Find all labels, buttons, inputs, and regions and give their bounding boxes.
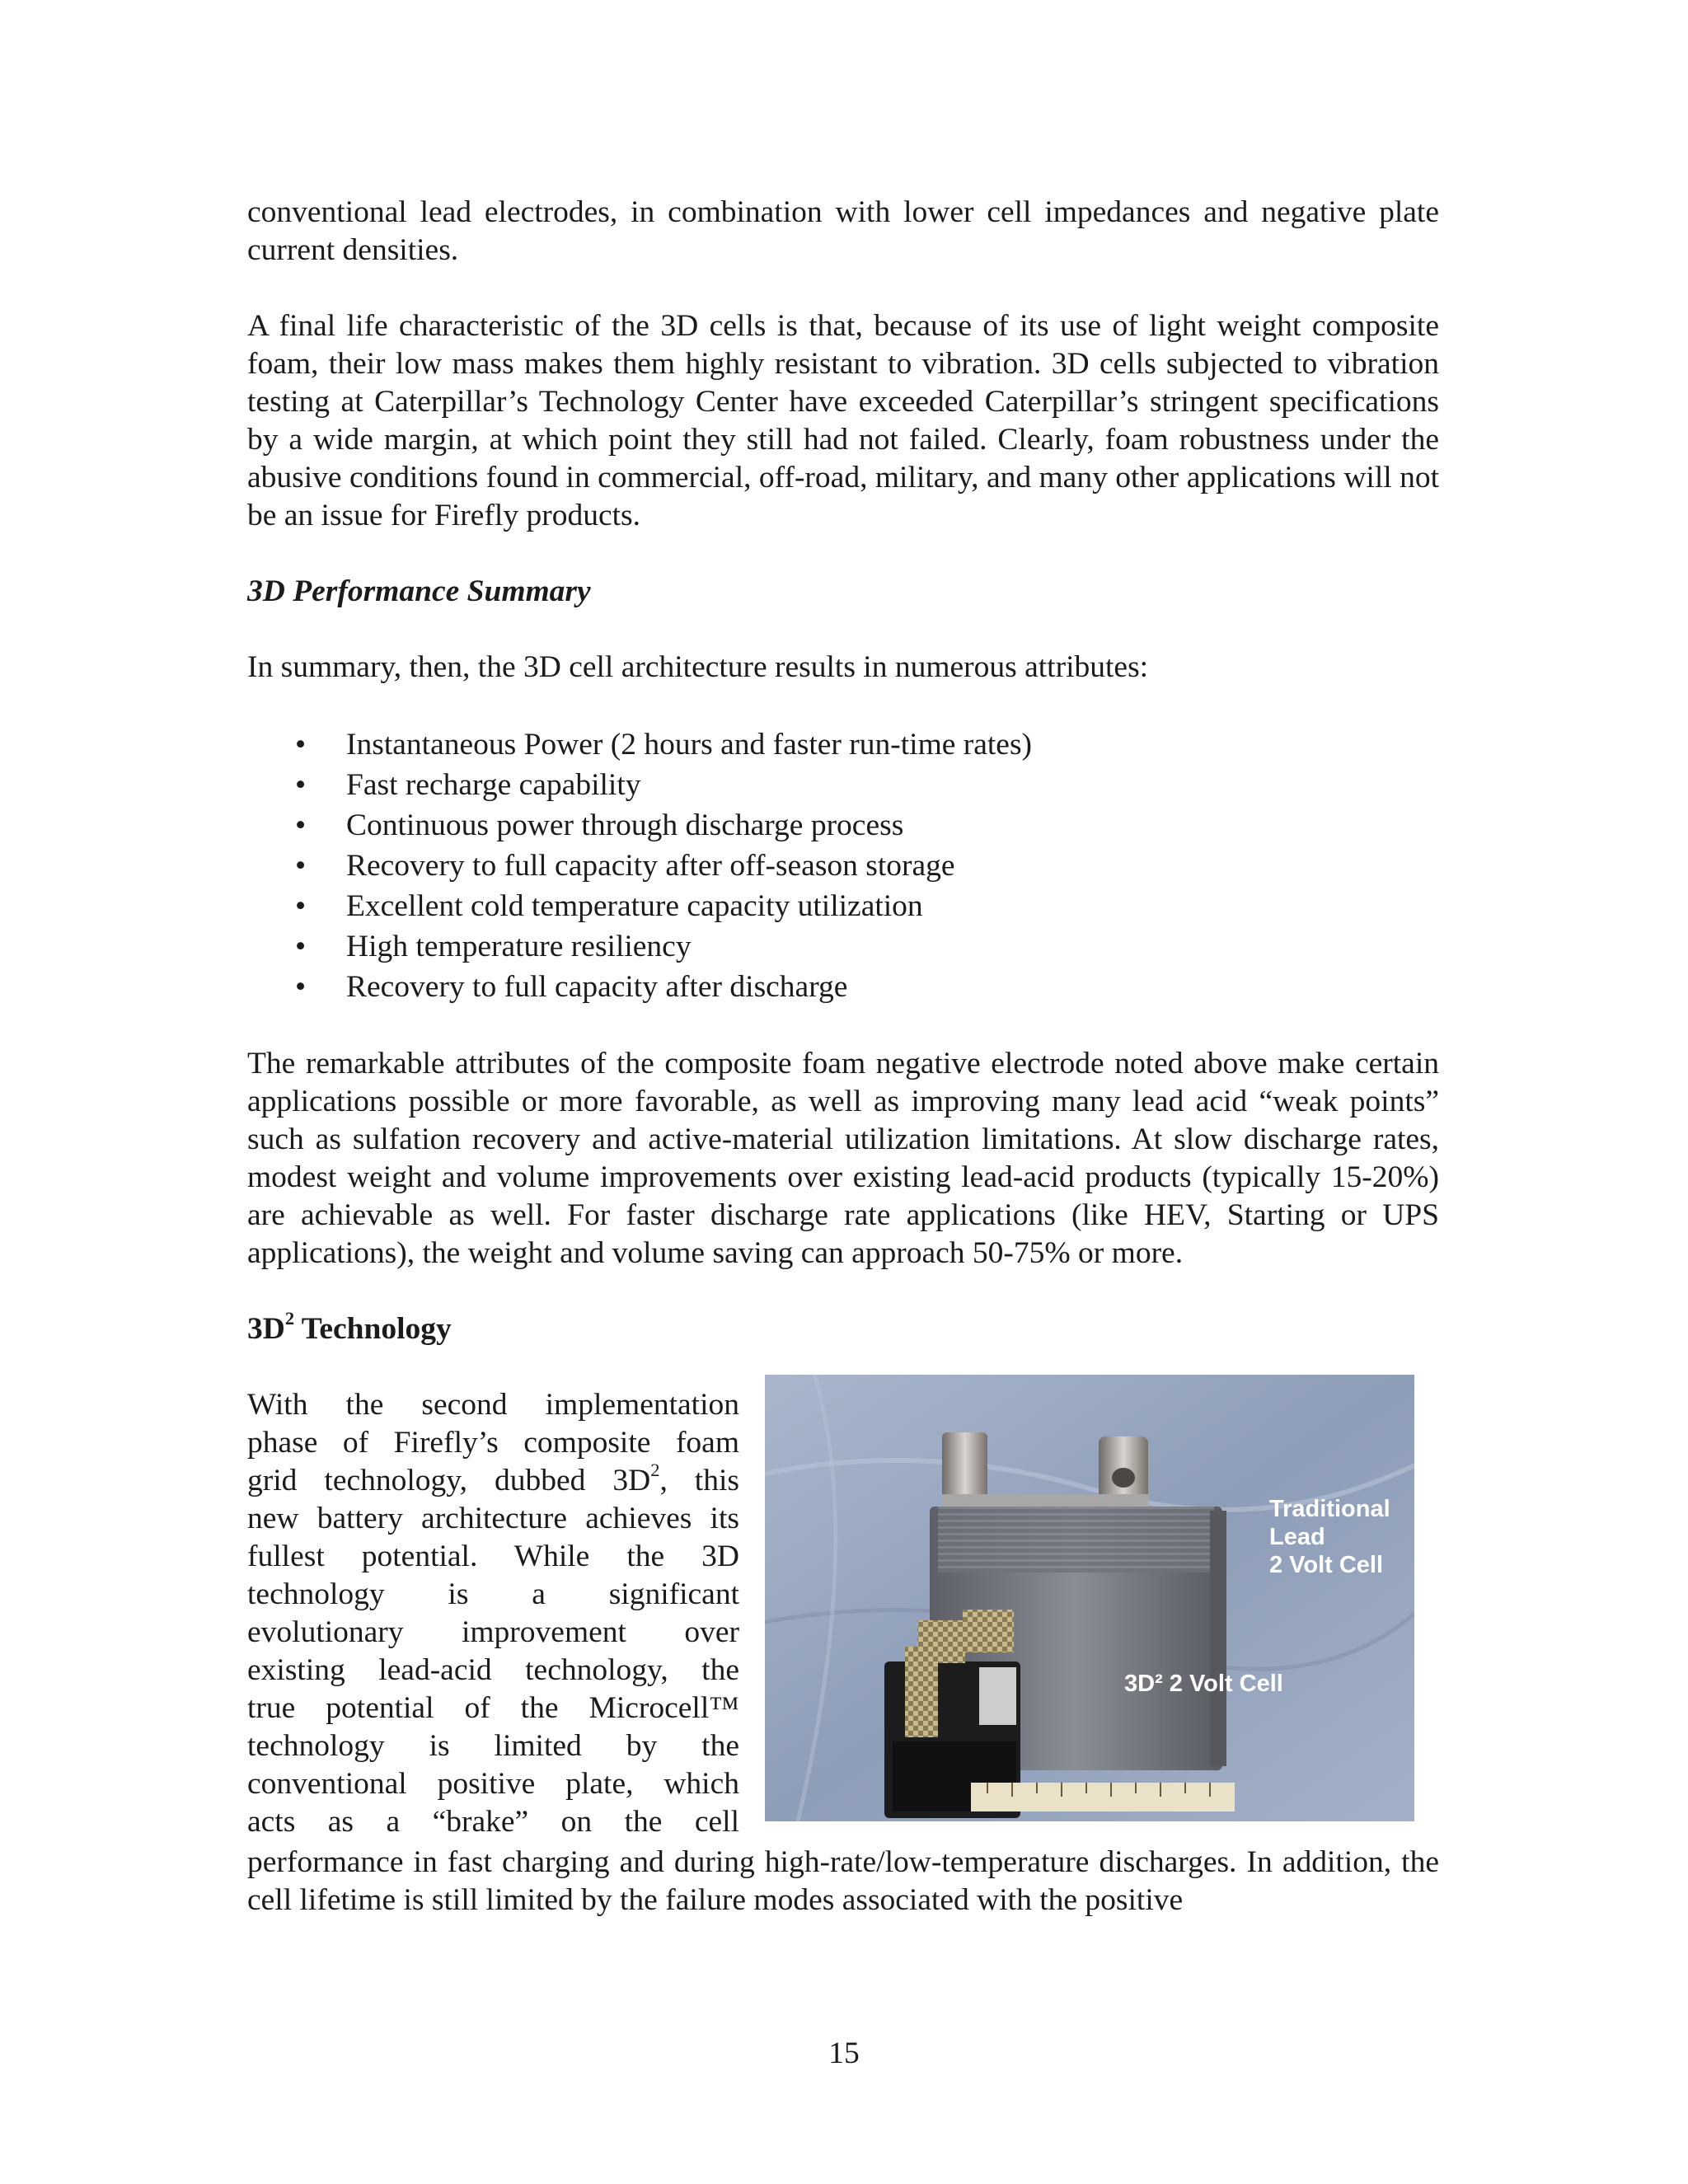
wrap-line: new battery architecture achieves its <box>247 1502 739 1535</box>
wrap-line: conventional positive plate, which <box>247 1767 739 1801</box>
list-item: • High temperature resiliency <box>247 926 1439 967</box>
list-item: • Recovery to full capacity after discharge <box>247 967 1439 1007</box>
wrap-line: true potential of the Microcell™ <box>247 1691 739 1725</box>
wrap-line: acts as a “brake” on the cell <box>247 1805 739 1839</box>
label-traditional-line1: Traditional <box>1269 1496 1390 1522</box>
list-item: • Instantaneous Power (2 hours and faster run-time rates) <box>247 724 1439 765</box>
list-item: • Recovery to full capacity after off-season storage <box>247 846 1439 886</box>
list-item: • Continuous power through discharge process <box>247 805 1439 846</box>
paragraph-continuation-bottom: performance in fast charging and during high-rate/low-temperature discharges. In addition, the cell lifetime is still limited by the failure modes associated with the positive <box>247 1845 1439 1917</box>
page-number: 15 <box>828 2036 860 2070</box>
list-item: • Excellent cold temperature capacity utilization <box>247 886 1439 926</box>
paragraph-continuation: conventional lead electrodes, in combination with lower cell impedances and negative plate current densities. <box>247 195 1439 267</box>
wrap-line: existing lead-acid technology, the <box>247 1653 739 1687</box>
battery-cell-photo <box>765 1375 1414 1821</box>
wrap-line: technology is limited by the <box>247 1729 739 1763</box>
wrap-line: technology is a significant <box>247 1577 739 1611</box>
heading-3d2-technology: $3D^2$ Technology <box>247 1307 452 1346</box>
label-3d2-cell: 3D² 2 Volt Cell <box>1124 1671 1283 1697</box>
list-item: • Fast recharge capability <box>247 765 1439 805</box>
label-traditional-line3: 2 Volt Cell <box>1269 1552 1384 1578</box>
battery-cell-illustration <box>765 1375 1414 1821</box>
paragraph-vibration: A final life characteristic of the 3D cells is that, because of its use of light weight composite foam, their low mass makes them highly resistant to vibration. 3D cells subjected to vibration testing at Caterpillar’s Technology Center have exceeded Caterpillar’s stringent specifications by a wide margin, at which point they still had not failed. Clearly, foam robustness under the abusive conditions found in commercial, off-road, military, and many other applications will not be an issue for Firefly products. <box>247 309 1439 532</box>
paragraph-remarkable-attributes: The remarkable attributes of the composite foam negative electrode noted above make certain applications possible or more favorable, as well as improving many lead acid “weak points” such as sulfation recovery and active-material utilization limitations. At slow discharge rates, modest weight and volume improvements over existing lead-acid products (typically 15-20%) are achievable as well. For faster discharge rate applications (like HEV, Starting or UPS applications), the weight and volume saving can approach 50-75% or more. <box>247 1047 1439 1270</box>
wrap-line: evolutionary improvement over <box>247 1615 739 1649</box>
page-content <box>247 194 1439 1919</box>
label-traditional-line2: Lead <box>1269 1524 1325 1550</box>
heading-performance-summary: 3D Performance Summary <box>247 574 591 608</box>
text-with-figure <box>247 1386 1439 1844</box>
wrap-line: With the second implementation <box>247 1388 739 1422</box>
wrap-line: phase of Firefly’s composite foam <box>247 1426 739 1460</box>
wrap-line: fullest potential. While the 3D <box>247 1540 739 1573</box>
wrapped-paragraph <box>247 1386 739 1841</box>
summary-intro: In summary, then, the 3D cell architecture results in numerous attributes: <box>247 650 1149 684</box>
wrap-line: grid technology, dubbed $3D^2$, this <box>247 1459 739 1497</box>
attribute-list <box>247 724 1439 1007</box>
